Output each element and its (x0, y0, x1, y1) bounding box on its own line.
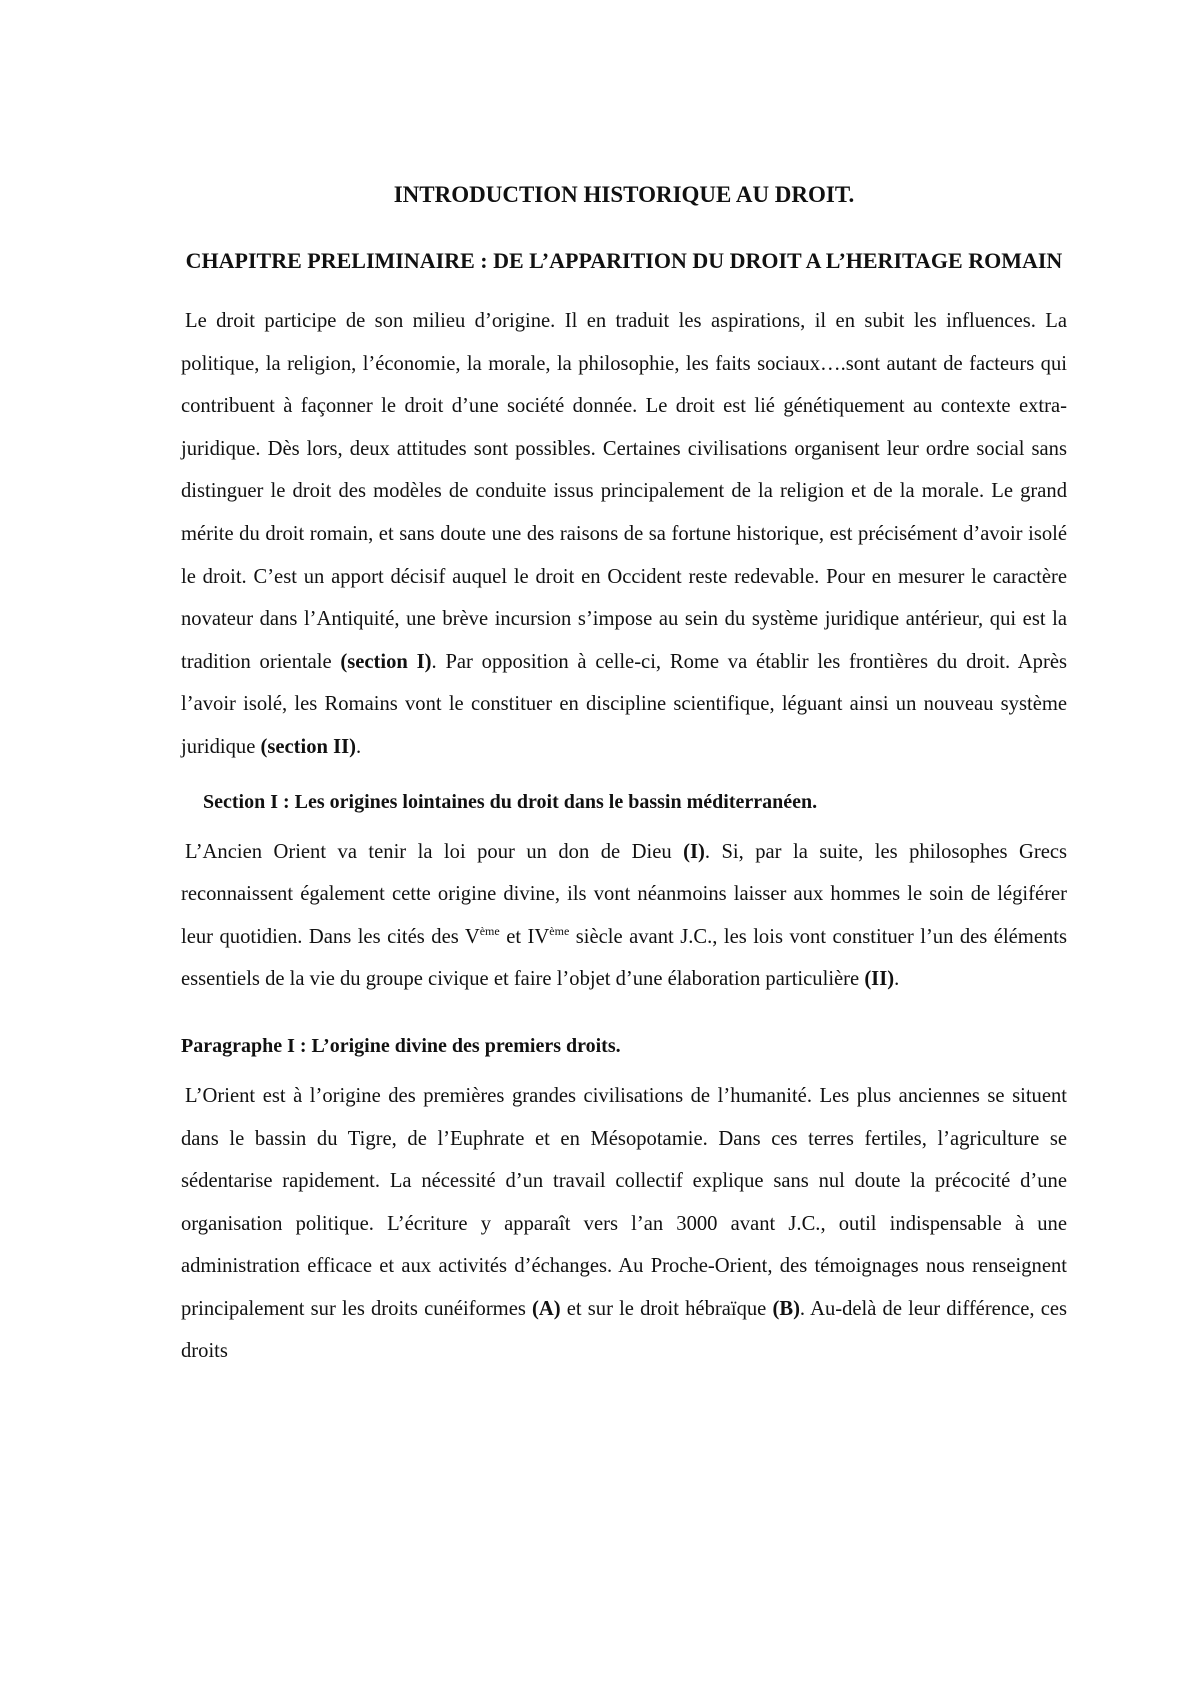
paragraph-1-text-2: et sur le droit hébraïque (560, 1297, 773, 1320)
section-1-text-5: . (894, 968, 900, 991)
intro-text-3: . (356, 735, 362, 758)
document-title: INTRODUCTION HISTORIQUE AU DROIT. (393, 182, 855, 207)
intro-text-2: . Par opposition à celle-ci, Rome va établir les frontières du droit. Après l’avoir isolé, les Romains vont le constituer en discipline scientifique, léguant ainsi un nouveau système juridique (181, 650, 1067, 758)
section-1-heading: Section I : Les origines lointaines du droit dans le bassin méditerranéen. (203, 790, 818, 813)
intro-ref-section-1: (section I) (340, 650, 432, 673)
paragraph-1-heading: Paragraphe I : L’origine divine des premiers droits. (181, 1034, 621, 1057)
chapter-title: CHAPITRE PRELIMINAIRE : DE L’APPARITION DU DROIT A L’HERITAGE ROMAIN (185, 248, 1063, 273)
section-1-paragraph (181, 831, 1067, 1001)
intro-text-1: Le droit participe de son milieu d’origine. Il en traduit les aspirations, il en subit les influences. La politique, la religion, l’économie, la morale, la philosophie, les faits sociaux….sont autant de facteurs qui contribuent à façonner le droit d’une société donnée. Le droit est lié génétiquement au contexte extra-juridique. Dès lors, deux attitudes sont possibles. Certaines civilisations organisent leur ordre social sans distinguer le droit des modèles de conduite issus principalement de la religion et de la morale. Le grand mérite du droit romain, et sans doute une des raisons de sa fortune historique, est précisément d’avoir isolé le droit. C’est un apport décisif auquel le droit en Occident reste redevable. Pour en mesurer le caractère novateur dans l’Antiquité, une brève incursion s’impose au sein du système juridique antérieur, qui est la tradition orientale (181, 310, 1067, 673)
paragraph-1-text-3: . Au-delà de leur différence, ces droits (181, 1297, 1067, 1363)
paragraph-1-ref-a: (A) (532, 1297, 561, 1320)
section-1-text-1: L’Ancien Orient va tenir la loi pour un don de Dieu (185, 840, 684, 863)
section-1-text-3: et IV (499, 925, 550, 948)
section-1-ref-2: (II) (864, 968, 895, 991)
document-page (181, 180, 1067, 1373)
section-1-sup-1: ème (479, 923, 500, 938)
section-1-ref-1: (I) (683, 840, 705, 863)
section-1-text-2: . Si, par la suite, les philosophes Grecs reconnaissent également cette origine divine, ils vont néanmoins laisser aux hommes le soin de légiférer leur quotidien. Dans les cités des V (181, 840, 1067, 948)
section-1-sup-2: ème (549, 923, 570, 938)
section-1-text-4: siècle avant J.C., les lois vont constituer l’un des éléments essentiels de la vie du groupe civique et faire l’objet d’une élaboration particulière (181, 925, 1067, 991)
intro-paragraph (181, 300, 1067, 769)
paragraph-1-ref-b: (B) (772, 1297, 800, 1320)
paragraph-1-text-1: L’Orient est à l’origine des premières grandes civilisations de l’humanité. Les plus anciennes se situent dans le bassin du Tigre, de l’Euphrate et en Mésopotamie. Dans ces terres fertiles, l’agriculture se sédentarise rapidement. La nécessité d’un travail collectif explique sans nul doute la précocité d’une organisation politique. L’écriture y apparaît vers l’an 3000 avant J.C., outil indispensable à une administration efficace et aux activités d’échanges. Au Proche-Orient, des témoignages nous renseignent principalement sur les droits cunéiformes (181, 1084, 1067, 1320)
intro-ref-section-2: (section II) (260, 735, 357, 758)
paragraph-1-body (181, 1075, 1067, 1373)
